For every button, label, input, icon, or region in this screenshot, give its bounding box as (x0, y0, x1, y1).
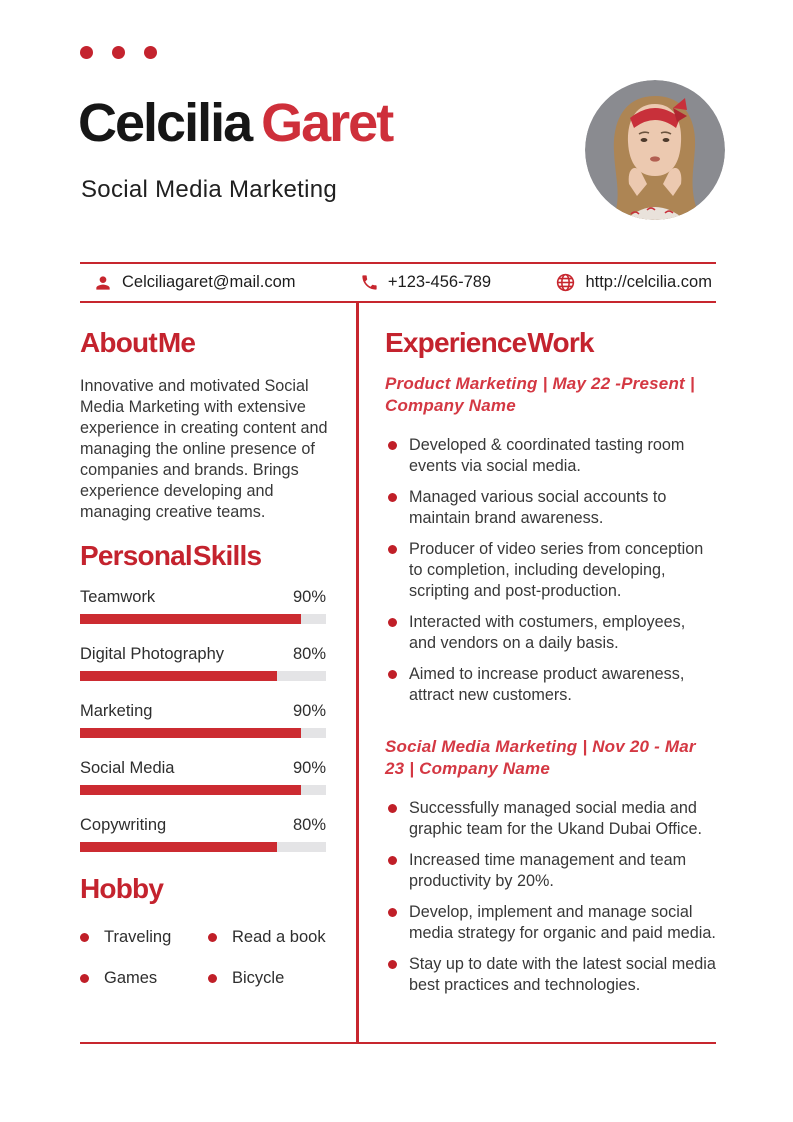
job-bullet-item (385, 435, 716, 477)
job-bullet-item (385, 902, 716, 944)
job-bullet-item (385, 850, 716, 892)
globe-icon (555, 272, 576, 293)
skill-bar-fill (80, 842, 277, 852)
body-columns (80, 303, 716, 1044)
skill-bar-fill (80, 785, 301, 795)
skill-row (80, 587, 326, 624)
skill-bar-track (80, 785, 326, 795)
experience-heading: Experience Work (385, 327, 594, 358)
job-title: Social Media Marketing | Nov 20 - Mar 23 | Company Name (385, 737, 696, 778)
job-title-subtitle: Social Media Marketing (81, 176, 338, 203)
job-bullet-text: Managed various social accounts to maintain brand awareness. (409, 488, 667, 527)
bullet-dot-icon (388, 960, 397, 969)
skill-row (80, 644, 326, 681)
job-bullet-text: Successfully managed social media and graphic team for the Ukand Dubai Office. (409, 799, 703, 838)
bullet-dot-icon (388, 441, 397, 450)
skill-label: Social Media (80, 759, 175, 777)
skill-bar-track (80, 671, 326, 681)
portrait-illustration (585, 80, 725, 220)
skill-bar-track (80, 614, 326, 624)
bullet-dot-icon (208, 933, 217, 942)
job-title: Product Marketing | May 22 -Present | Company Name (385, 374, 695, 415)
about-heading: About Me (80, 327, 196, 358)
job-bullet-text: Developed & coordinated tasting room events via social media. (409, 436, 685, 475)
decorative-dots (80, 46, 157, 59)
skill-bar-fill (80, 671, 277, 681)
hobby-label: Traveling (104, 928, 172, 946)
person-icon (93, 273, 113, 293)
hobby-label: Games (104, 969, 158, 987)
red-dot-icon (112, 46, 125, 59)
skill-percent: 80% (292, 816, 326, 834)
skill-row-header (80, 815, 326, 835)
first-name: Celcilia (78, 93, 252, 153)
contact-email (93, 273, 296, 293)
bullet-dot-icon (388, 670, 397, 679)
skill-row (80, 815, 326, 852)
job-bullet-text: Aimed to increase product awareness, attract new customers. (409, 665, 685, 704)
skill-label: Teamwork (80, 588, 156, 606)
job-bullet-text: Increased time management and team productivity by 20%. (409, 851, 687, 890)
red-dot-icon (80, 46, 93, 59)
skill-bar-track (80, 842, 326, 852)
job-bullet-text: Interacted with costumers, employees, and vendors on a daily basis. (409, 613, 686, 652)
skill-bar-track (80, 728, 326, 738)
job-bullet-text: Producer of video series from conception to completion, including developing, scripting and post-production. (409, 540, 704, 600)
skill-percent: 90% (292, 759, 326, 777)
contact-bar (80, 262, 716, 303)
bullet-dot-icon (208, 974, 217, 983)
hobby-label: Bicycle (232, 969, 285, 987)
hobby-item (80, 969, 208, 988)
skill-label: Digital Photography (80, 645, 225, 663)
bullet-dot-icon (80, 974, 89, 983)
right-column (385, 303, 716, 1006)
hobby-list (80, 928, 330, 988)
hobby-item (80, 928, 208, 947)
job-bullet-item (385, 539, 716, 602)
bullet-dot-icon (388, 804, 397, 813)
skill-row-header (80, 701, 326, 721)
skill-row-header (80, 758, 326, 778)
skill-percent: 90% (292, 588, 326, 606)
skill-bar-fill (80, 614, 301, 624)
bullet-dot-icon (388, 545, 397, 554)
phone-icon (360, 273, 379, 292)
skill-row-header (80, 644, 326, 664)
bullet-dot-icon (388, 618, 397, 627)
last-name: Garet (261, 93, 393, 153)
job-bullet-item (385, 954, 716, 996)
job-bullet-text: Stay up to date with the latest social media best practices and technologies. (409, 955, 716, 994)
left-column (80, 303, 330, 988)
job-bullet-item (385, 798, 716, 840)
hobby-item (208, 928, 330, 947)
hobby-label: Read a book (232, 928, 326, 946)
red-dot-icon (144, 46, 157, 59)
skill-row (80, 701, 326, 738)
hobby-item (208, 969, 330, 988)
job-bullet-list (385, 435, 716, 706)
email-text: Celciliagaret@mail.com (122, 273, 296, 291)
skill-row (80, 758, 326, 795)
skill-label: Marketing (80, 702, 153, 720)
bullet-dot-icon (388, 908, 397, 917)
bullet-dot-icon (80, 933, 89, 942)
bullet-dot-icon (388, 856, 397, 865)
skills-list (80, 587, 326, 852)
job-bullet-item (385, 664, 716, 706)
skill-percent: 90% (292, 702, 326, 720)
job-bullet-list (385, 798, 716, 996)
contact-phone (360, 273, 491, 292)
skill-label: Copywriting (80, 816, 167, 834)
column-divider (356, 303, 359, 1042)
skill-percent: 80% (292, 645, 326, 663)
job-bullet-item (385, 487, 716, 529)
about-text: Innovative and motivated Social Media Marketing with extensive experience in creating content and managing the online presence of companies and brands. Brings experience developing and managing creative teams. (80, 377, 328, 521)
website-text: http://celcilia.com (585, 273, 712, 291)
job-bullet-text: Develop, implement and manage social media strategy for organic and paid media. (409, 903, 716, 942)
hobby-heading: Hobby (80, 873, 164, 904)
job-bullet-item (385, 612, 716, 654)
phone-text: +123-456-789 (387, 273, 492, 291)
profile-photo (585, 80, 725, 220)
contact-website (555, 272, 712, 293)
person-name (78, 92, 392, 154)
bullet-dot-icon (388, 493, 397, 502)
skill-row-header (80, 587, 326, 607)
experience-jobs (385, 373, 716, 996)
skill-bar-fill (80, 728, 301, 738)
skills-heading: Personal Skills (80, 540, 262, 571)
